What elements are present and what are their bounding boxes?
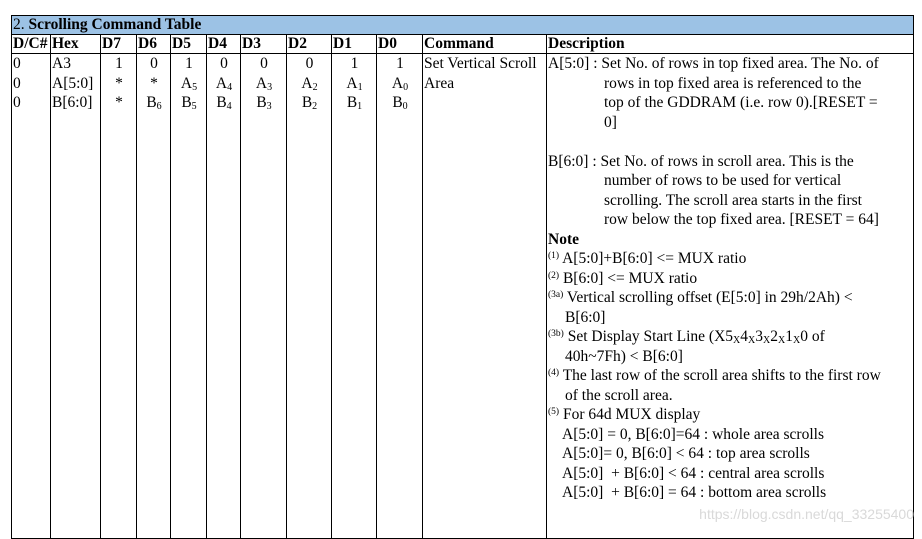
- bit-symbol: B: [301, 94, 313, 111]
- header-d1: D1: [332, 35, 377, 54]
- d0-cell: [377, 54, 423, 539]
- subscript: X: [777, 335, 786, 346]
- note-text: The last row of the scroll area shifts to the first row: [562, 367, 881, 384]
- subscript: X: [792, 335, 801, 346]
- bit-value: [138, 54, 170, 74]
- desc-b-text: number of rows to be used for vertical: [604, 172, 842, 189]
- bit-symbol: A: [346, 74, 358, 92]
- header-d3: D3: [241, 35, 287, 54]
- header-description: Description: [547, 35, 914, 54]
- desc-a-text: Set No. of rows in top fixed area. The No. of: [601, 55, 879, 72]
- bit-value: [208, 93, 240, 113]
- hex-value: A3: [52, 55, 71, 72]
- header-d0: D0: [377, 35, 423, 54]
- bit-symbol: 0: [220, 55, 228, 72]
- header-d5: D5: [171, 35, 207, 54]
- note-1: [548, 249, 913, 269]
- bit-symbol: A: [391, 74, 404, 92]
- bit-index: 4: [226, 101, 232, 112]
- header-hex: Hex: [51, 35, 101, 54]
- subscript: X: [762, 335, 771, 346]
- bit-symbol: B: [181, 94, 192, 111]
- note-text: A[5:0]+B[6:0] <= MUX ratio: [562, 250, 747, 267]
- desc-b-text: Set No. of rows in scroll area. This is the: [600, 152, 854, 170]
- subscript: X: [748, 335, 756, 346]
- bit-index: 6: [156, 101, 162, 112]
- dc-value: 0: [13, 55, 21, 72]
- bit-index: 0: [402, 101, 408, 112]
- note-marker: (5): [548, 407, 560, 417]
- bit-symbol: A: [301, 74, 313, 92]
- desc-b-label: B[6:0] :: [548, 152, 601, 170]
- d7-cell: [101, 54, 137, 539]
- bit-value: [172, 54, 206, 74]
- bit-value: [138, 93, 170, 113]
- desc-a-label: A[5:0] :: [548, 55, 602, 72]
- scrolling-command-table: [11, 15, 914, 539]
- hex-value: B[6:0]: [52, 94, 93, 111]
- header-d4: D4: [207, 35, 241, 54]
- mux-case: A[5:0]= 0, B[6:0] < 64 : top area scrolls: [562, 445, 810, 462]
- note-marker: (3a): [548, 290, 564, 300]
- note-3a: [548, 288, 913, 308]
- bit-value: [288, 54, 331, 74]
- header-d2: D2: [287, 35, 332, 54]
- bit-value: [333, 93, 376, 113]
- note-text-part: of: [807, 328, 825, 345]
- d3-cell: [241, 54, 287, 539]
- note-text-part: 2: [770, 328, 778, 345]
- bit-index: 5: [192, 81, 198, 93]
- note-text-part: 0: [800, 328, 808, 345]
- bit-index: 1: [357, 101, 363, 112]
- note-marker: (1): [548, 251, 560, 261]
- note-marker: (3b): [548, 329, 564, 339]
- desc-a-text: 0]: [604, 113, 617, 131]
- note-text: 40h~7Fh) < B[6:0]: [565, 347, 683, 365]
- command-text: Area: [424, 74, 455, 92]
- bit-value: [172, 74, 206, 94]
- bit-symbol: *: [115, 74, 123, 92]
- dc-cell: [12, 54, 51, 539]
- bit-value: [208, 54, 240, 74]
- desc-a-text: rows in top fixed area is referenced to the: [604, 74, 862, 92]
- note-2: [548, 269, 913, 289]
- desc-b-text: row below the top fixed area. [RESET = 64]: [604, 211, 879, 228]
- note-text-part: Set Display Start Line (X: [563, 328, 726, 345]
- bit-symbol: 0: [305, 55, 314, 72]
- d6-cell: [137, 54, 171, 539]
- bit-index: 4: [227, 81, 233, 93]
- d5-cell: [171, 54, 207, 539]
- bit-value: [378, 93, 422, 113]
- hex-cell: [51, 54, 101, 539]
- header-dc: D/C#: [12, 35, 51, 54]
- note-text-part: 3: [755, 328, 763, 345]
- desc-a-line: [548, 54, 913, 74]
- bit-value: [242, 74, 286, 94]
- d2-cell: [287, 54, 332, 539]
- bit-value: [102, 93, 136, 113]
- note-marker: (2): [548, 270, 560, 281]
- header-d7: D7: [101, 35, 137, 54]
- note-text-part: 5: [725, 328, 734, 345]
- header-command: Command: [423, 35, 547, 54]
- bit-value: [333, 74, 376, 94]
- bit-symbol: B: [256, 94, 267, 111]
- mux-case: A[5:0] + B[6:0] < 64 : central area scrolls: [562, 464, 825, 482]
- bit-index: 3: [267, 81, 273, 93]
- bit-value: [242, 93, 286, 113]
- subscript: X: [733, 335, 741, 346]
- section-title: Scrolling Command Table: [28, 16, 202, 33]
- bit-value: [102, 54, 136, 74]
- bit-index: 5: [191, 101, 197, 112]
- bit-symbol: 1: [350, 55, 359, 72]
- bit-value: [172, 93, 206, 113]
- bit-index: 3: [266, 101, 272, 112]
- note-text: Vertical scrolling offset (E[5:0] in 29h/2Ah) <: [566, 289, 853, 306]
- bit-value: [378, 54, 422, 74]
- table-title: [12, 16, 914, 35]
- bit-value: [102, 74, 136, 94]
- table-row: [12, 54, 914, 539]
- bit-symbol: A: [255, 74, 268, 92]
- bit-value: [333, 54, 376, 74]
- note-marker: (4): [548, 368, 560, 378]
- bit-symbol: A: [180, 74, 193, 92]
- bit-value: [288, 74, 331, 94]
- note-text: [564, 328, 825, 345]
- d1-cell: [332, 54, 377, 539]
- bit-symbol: B: [392, 94, 403, 111]
- section-number: 2.: [13, 16, 25, 33]
- bit-value: [208, 74, 240, 94]
- command-cell: [423, 54, 547, 539]
- note-heading: Note: [548, 230, 579, 248]
- bit-symbol: B: [216, 94, 227, 111]
- desc-b-text: scrolling. The scroll area starts in the first: [604, 191, 862, 209]
- hex-value: A[5:0]: [52, 74, 94, 92]
- table-title-row: [12, 16, 914, 35]
- d4-cell: [207, 54, 241, 539]
- bit-index: 0: [403, 81, 409, 93]
- note-text: B[6:0] <= MUX ratio: [562, 269, 698, 287]
- bit-index: 2: [312, 101, 318, 112]
- bit-value: [288, 93, 331, 113]
- dc-value: 0: [13, 94, 21, 111]
- note-text-part: 1: [785, 328, 793, 345]
- bit-symbol: A: [215, 74, 228, 92]
- bit-symbol: 1: [115, 55, 123, 72]
- bit-symbol: *: [115, 94, 123, 111]
- description-cell: [547, 54, 914, 539]
- spacer: [548, 132, 913, 152]
- note-text: of the scroll area.: [565, 386, 673, 404]
- dc-value: 0: [13, 74, 21, 92]
- note-text: B[6:0]: [565, 308, 606, 326]
- bit-index: 1: [357, 81, 363, 93]
- note-5: [548, 405, 913, 425]
- mux-case: A[5:0] + B[6:0] = 64 : bottom area scrolls: [562, 484, 827, 501]
- bit-symbol: B: [346, 94, 358, 111]
- header-row: [12, 35, 914, 54]
- bit-value: [138, 74, 170, 94]
- bit-symbol: 1: [185, 55, 193, 72]
- bit-index: 2: [312, 81, 318, 93]
- header-d6: D6: [137, 35, 171, 54]
- desc-a-text: top of the GDDRAM (i.e. row 0).[RESET =: [604, 94, 878, 111]
- watermark: https://blog.csdn.net/qq_33255400: [699, 506, 914, 522]
- desc-b-line: [548, 152, 913, 172]
- note-4: [548, 366, 913, 386]
- mux-case: A[5:0] = 0, B[6:0]=64 : whole area scrolls: [562, 425, 824, 443]
- bit-symbol: *: [150, 74, 158, 92]
- note-text-part: 4: [740, 328, 748, 345]
- bit-symbol: 0: [260, 55, 268, 72]
- note-3b: [548, 327, 913, 347]
- bit-symbol: 1: [396, 55, 404, 72]
- bit-symbol: 0: [150, 55, 158, 72]
- bit-value: [242, 54, 286, 74]
- note-text: For 64d MUX display: [562, 406, 701, 423]
- bit-value: [378, 74, 422, 94]
- command-text: Set Vertical Scroll: [424, 55, 537, 72]
- bit-symbol: B: [146, 94, 157, 111]
